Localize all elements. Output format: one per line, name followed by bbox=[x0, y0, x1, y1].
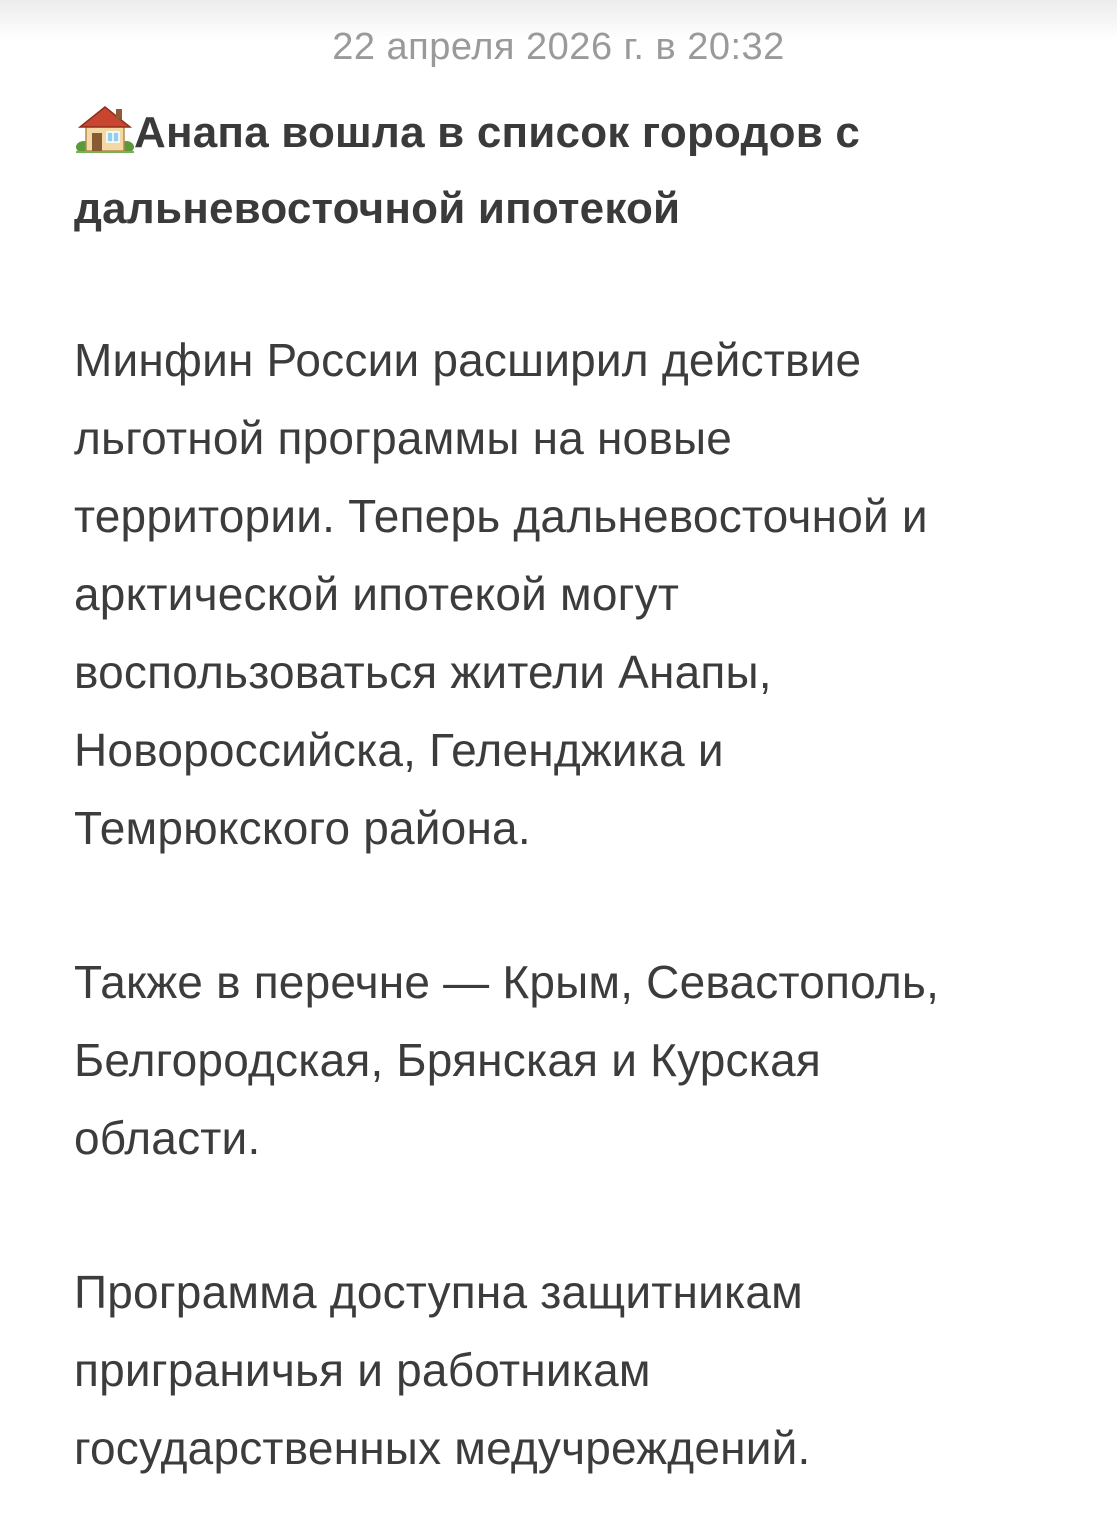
house-with-garden-icon bbox=[76, 101, 134, 151]
text-line: области. bbox=[74, 1112, 261, 1164]
post-body bbox=[74, 95, 1064, 1487]
text-line: приграничья и работникам bbox=[74, 1344, 651, 1396]
text-line: Новороссийска, Геленджика и bbox=[74, 724, 724, 776]
text-line: Белгородская, Брянская и Курская bbox=[74, 1034, 821, 1086]
post-paragraph bbox=[74, 943, 1064, 1177]
text-line: Минфин России расширил действие bbox=[74, 334, 862, 386]
text-line: льготной программы на новые bbox=[74, 412, 733, 464]
text-line: Также в перечне — Крым, Севастополь, bbox=[74, 956, 940, 1008]
text-line: государственных медучреждений. bbox=[74, 1422, 811, 1474]
post-timestamp: 22 апреля 2026 г. в 20:32 bbox=[332, 26, 785, 68]
headline-line: дальневосточной ипотекой bbox=[74, 184, 681, 233]
post-paragraph bbox=[74, 321, 1064, 867]
post-paragraph bbox=[74, 1253, 1064, 1487]
text-line: территории. Теперь дальневосточной и bbox=[74, 490, 928, 542]
headline-line: Анапа вошла в список городов с bbox=[134, 108, 861, 157]
text-line: арктической ипотекой могут bbox=[74, 568, 680, 620]
text-line: воспользоваться жители Анапы, bbox=[74, 646, 772, 698]
post-headline bbox=[74, 95, 1064, 247]
text-line: Темрюкского района. bbox=[74, 802, 531, 854]
text-line: Программа доступна защитникам bbox=[74, 1266, 803, 1318]
